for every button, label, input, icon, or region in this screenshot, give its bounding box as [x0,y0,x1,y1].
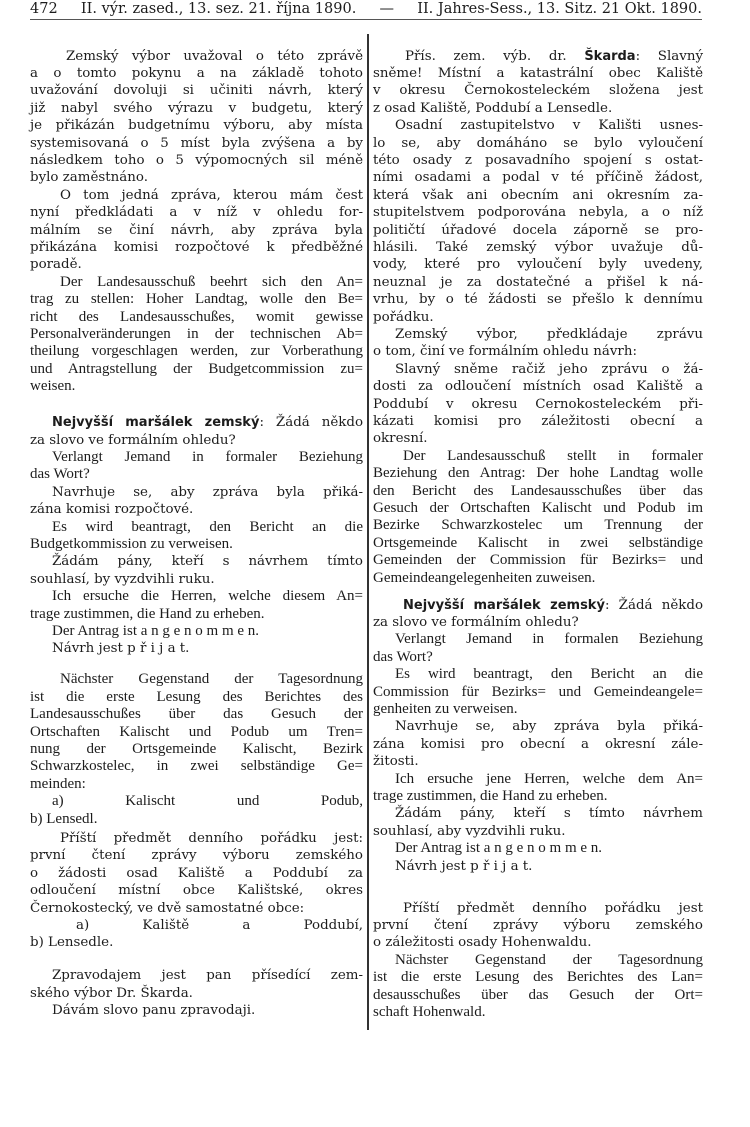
text-line: v okresu Černokosteleckém složena jest [373,83,703,99]
text-line: političtí úřadové docela záporně se pro- [373,222,703,238]
text-line: ními osadami a podal v té příčině žádost, [373,170,703,186]
speaker-name: Škarda [584,48,636,64]
text-line: zána komisi rozpočtové. [30,502,194,518]
text-line: den Bericht des Landesausschußes über das [373,482,703,499]
text-line: Schwarzkostelec, in zwei selbständige Ge= [30,758,363,775]
text-line: která však ani obecním ani okresním za- [373,187,703,203]
text-line: desausschußes über das Gesuch der Ort= [373,986,703,1003]
text-line: za slovo ve formálním ohledu? [373,614,579,630]
text-line: zána komisi pro obecní a okresní zále- [373,736,703,752]
text-line: Der Antrag ist a n g e n o m m e n. [52,622,260,639]
text-line: das Wort? [373,648,433,665]
text-line: Der Landesausschuß beehrt sich den An= [60,273,363,290]
text-line: uvažování dovoluji si učiniti návrh, který [30,83,363,99]
text-line: souhlasí, aby vyzdvihli ruku. [373,823,566,839]
text-line: Příští předmět denního pořádku jest: [60,830,363,846]
text-line: Ich ersuche jene Herren, welche dem An= [395,770,703,787]
text-line: theilung vorgeschlagen werden, zur Vorberathung [30,343,363,360]
text-line: Ich ersuche die Herren, welche diesem An= [52,588,363,605]
text-line: odloučení místní obce Kalištské, okres [30,883,363,899]
column-divider [367,34,369,1030]
header-dash: — [379,1,395,17]
speaker-name: Nejvyšší maršálek zemský [403,597,605,613]
text-line: Žádám pány, kteří s návrhem tímto [52,554,363,570]
text-line: Zemský výbor uvažoval o této zprávě [66,48,363,64]
text-line: nyní předkládati a v níž v ohledu for- [30,205,363,221]
text-line: vody, které pro vyloučení byly uvedeny, [373,257,703,273]
text-line: Es wird beantragt, den Bericht an die [395,666,703,683]
speaker-text: : Žádá někdo [604,597,703,613]
text-line: ist die erste Lesung des Berichtes des [30,688,363,705]
text-line: Navrhuje se, aby zpráva byla přiká- [395,719,703,735]
text-line: za slovo ve formálním ohledu? [30,432,236,448]
text-line: richt des Landesausschußes, womit gewisse [30,308,363,325]
text-line: a o tomto pokynu a na základě tohoto [30,65,363,81]
text-line: das Wort? [30,466,90,483]
text-line: weisen. [30,378,76,395]
text-line: genheiten zu verweisen. [373,700,518,717]
text-line: Poddubí v okresu Cernokosteleckém při- [373,396,703,412]
running-header [30,0,702,18]
text-line: stupitelstvem podporována nebyla, a o níž [373,205,703,221]
text-line: následkem toho o 5 výpomocných sil méně [30,152,363,168]
text-line: a) Kalischt und Podub, [52,793,363,810]
text-line: sněme! Místní a katastrální obec Kaliště [373,65,703,81]
speaker-text: Přís. zem. výb. dr. [405,48,585,64]
text-line: o záležitosti osady Hohenwaldu. [373,935,592,951]
header-german: II. Jahres-Sess., 13. Sitz. 21 Okt. 1890. [417,1,702,17]
text-line: Navrhuje se, aby zpráva byla přiká- [52,484,363,500]
text-line: nung der Ortsgemeinde Kalischt, Bezirk [30,740,363,757]
text-line: b) Lensedle. [30,935,114,951]
text-line: o žádosti osad Kaliště a Poddubí za [30,865,363,881]
speaker-text: : Slavný [635,48,704,64]
text-line: souhlasí, by vyzdvihli ruku. [30,571,215,587]
text-line: Žádám pány, kteří s tímto návrhem [395,806,703,822]
text-line [30,414,363,431]
text-line: bylo zaměstnáno. [30,170,148,186]
text-line: Verlangt Jemand in formaler Beziehung [52,448,363,465]
text-line: Gemeinden der Commission für Bezirks= und [373,552,703,569]
text-line: kázati komisi pro záležitosti obecní a [373,413,703,429]
text-line: Commission für Bezirks= und Gemeindeangele= [373,683,703,700]
text-line: Landesausschußes über das Gesuch der [30,706,363,723]
text-line: Černokostecký, ve dvě samostatné obce: [30,900,305,916]
text-line: Beziehung den Antrag: Der hohe Landtag wolle [373,465,703,482]
text-line: Nächster Gegenstand der Tagesordnung [395,951,703,968]
text-line: Zemský výbor, předkládaje zprávu [395,326,703,342]
text-line: první čtení zprávy výboru zemského [30,848,363,864]
text-line: okresní. [373,431,428,447]
text-line: Zpravodajem jest pan přísedící zem- [52,968,363,984]
text-line: Verlangt Jemand in formalen Beziehung [395,631,703,648]
text-line: hlásili. Také zemský výbor uvažuje dů- [373,239,703,255]
text-line: je přikázán budgetnímu výboru, aby místa [30,118,363,134]
text-line: o tom, činí ve formálním ohledu návrh: [373,344,637,360]
text-line: trag zu stellen: Hoher Landtag, wolle den Be= [30,291,363,308]
text-line: Bezirke Schwarzkostelec um Trennung der [373,517,703,534]
text-line: již nabyl svého výrazu v budgetu, který [30,100,363,116]
text-line: z osad Kaliště, Poddubí a Lensedle. [373,100,613,116]
text-line: vrhu, by o té žádosti se přešlo k dennímu [373,292,703,308]
text-line: Příští předmět denního pořádku jest [403,900,703,916]
text-line: a) Kaliště a Poddubí, [76,917,363,933]
text-line: O tom jedná zpráva, kterou mám čest [60,187,363,203]
text-line: Slavný sněme račiž jeho zprávu o žá- [395,361,703,377]
text-line: této osady z posavadního spojení s ostat- [373,152,703,168]
text-line: přikázána komisi rozpočtové k předběžné [30,239,363,255]
text-line: Der Antrag ist a n g e n o m m e n. [395,840,603,857]
text-line [373,597,703,614]
text-line: Návrh jest p ř i j a t. [395,858,533,874]
text-line: Budgetkommission zu verweisen. [30,535,233,552]
text-line: meinden: [30,775,86,792]
text-line: Nächster Gegenstand der Tagesordnung [60,671,363,688]
text-line: Osadní zastupitelstvo v Kališti usnes- [395,118,703,134]
text-line: Es wird beantragt, den Bericht an die [52,518,363,535]
text-line: Personalveränderungen in der technischen Ab= [30,325,363,342]
text-line: pořádku. [373,309,434,325]
text-line: lo se, aby domáháno se bylo vyloučení [373,135,703,151]
text-line: schaft Hohenwald. [373,1003,486,1020]
text-line [373,48,703,65]
text-line: systemisovaná o 5 míst byla zvýšena a by [30,135,363,151]
speaker-name: Nejvyšší maršálek zemský [52,415,260,431]
page-number: 472 [30,1,58,17]
text-line: Dávám slovo panu zpravodaji. [52,1003,256,1019]
text-line: ského výbor Dr. Škarda. [30,985,193,1001]
text-line: Ortschaften Kalischt und Podub um Tren= [30,723,363,740]
header-rule [30,19,702,20]
text-line: und Antragstellung der Budgetcommission zu= [30,360,363,377]
text-line: málním se činí návrh, aby zpráva byla [30,222,363,238]
header-czech: II. výr. zased., 13. sez. 21. října 1890. [80,1,357,17]
text-line: žitosti. [373,754,419,770]
text-line: ist die erste Lesung des Berichtes des Lan= [373,969,703,986]
text-line: neuznal je za dostatečné a přišel k ná- [373,274,703,290]
speaker-text: : Žádá někdo [259,415,363,431]
text-line: Gesuch der Ortschaften Kalischt und Podub im [373,499,703,516]
text-line: Návrh jest p ř i j a t. [52,641,190,657]
text-line: první čtení zprávy výboru zemského [373,917,703,933]
text-line: trage zustimmen, die Hand zu erheben. [30,605,265,622]
text-line: Der Landesausschuß stellt in formaler [403,447,703,464]
text-line: Ortsgemeinde Kalischt in zwei selbständige [373,534,703,551]
text-line: poradě. [30,257,82,273]
text-line: Gemeindeangelegenheiten zuweisen. [373,569,596,586]
text-line: dosti za odloučení místních osad Kaliště a [373,379,703,395]
text-line: b) Lensedl. [30,810,98,827]
text-line: trage zustimmen, die Hand zu erheben. [373,787,608,804]
